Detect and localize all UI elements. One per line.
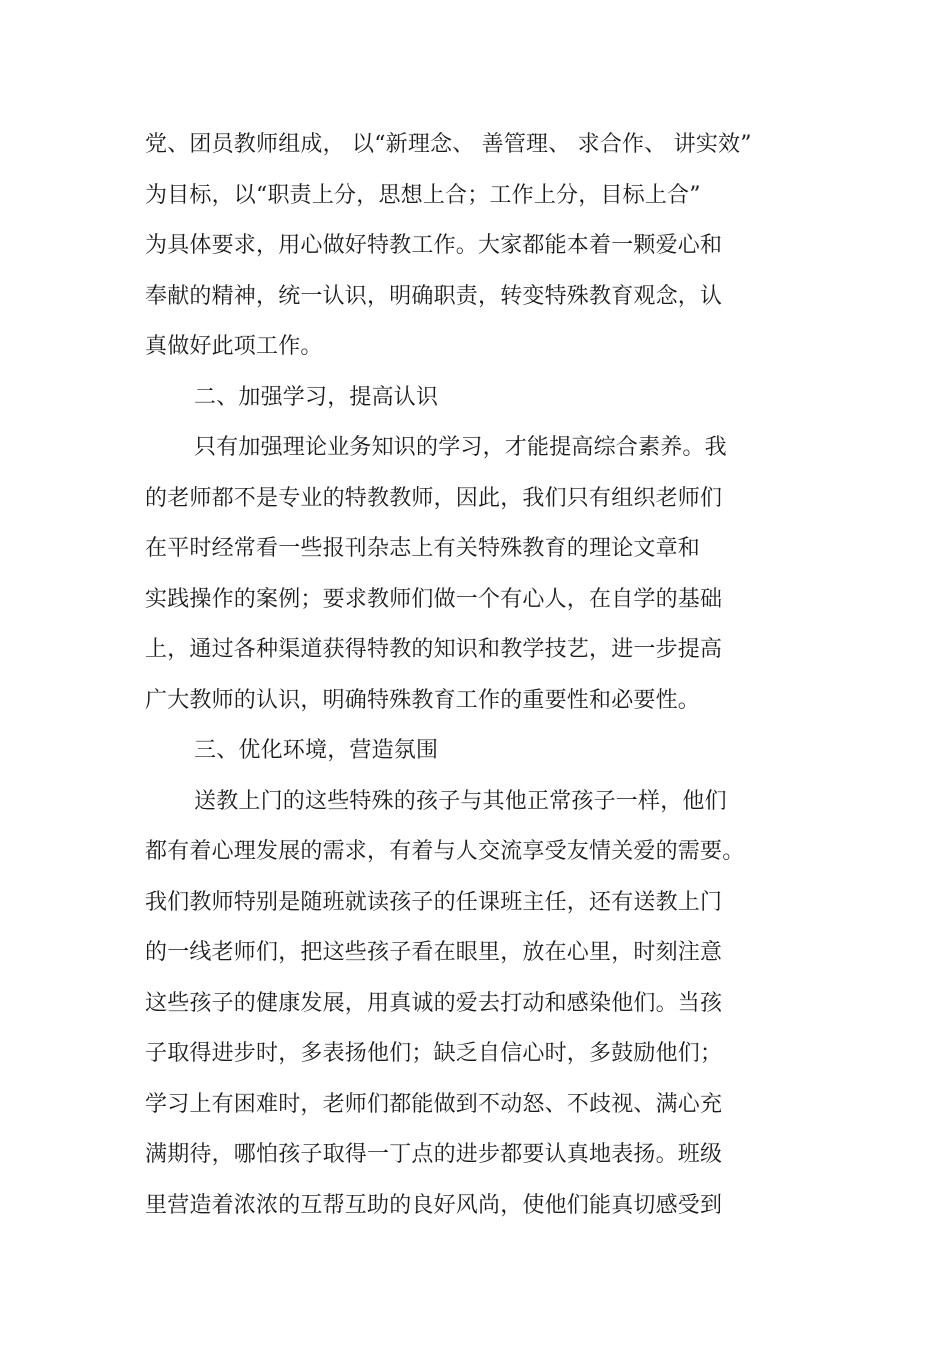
paragraph-start-line: 送教上门的这些特殊的孩子与其他正常孩子一样，他们 bbox=[194, 788, 727, 814]
text-line: 里营造着浓浓的互帮互助的良好风尚，使他们能真切感受到 bbox=[145, 1192, 723, 1218]
text-line: 为具体要求，用心做好特教工作。大家都能本着一颗爱心和 bbox=[145, 233, 723, 258]
text-line: 奉献的精神，统一认识，明确职责，转变特殊教育观念，认 bbox=[145, 283, 723, 309]
paragraph-start-line: 只有加强理论业务知识的学习，才能提高综合素养。我 bbox=[194, 435, 727, 460]
text-line: 实践操作的案例；要求教师们做一个有心人，在自学的基础 bbox=[145, 586, 723, 612]
text-line: 上，通过各种渠道获得特教的知识和教学技艺，进一步提高 bbox=[145, 637, 723, 662]
paragraph-start-line: 二、加强学习，提高认识 bbox=[194, 384, 439, 410]
text-line: 在平时经常看一些报刊杂志上有关特殊教育的理论文章和 bbox=[145, 536, 701, 561]
text-line: 学习上有困难时，老师们都能做到不动怒、不歧视、满心充 bbox=[145, 1091, 723, 1117]
text-line: 党、团员教师组成， 以“新理念、 善管理、 求合作、 讲实效” bbox=[145, 132, 752, 157]
text-line: 这些孩子的健康发展，用真诚的爱去打动和感染他们。当孩 bbox=[145, 990, 723, 1016]
text-line: 的老师都不是专业的特教教师，因此，我们只有组织老师们 bbox=[145, 485, 723, 511]
text-line: 我们教师特别是随班就读孩子的任课班主任，还有送教上门 bbox=[145, 889, 723, 915]
text-line: 的一线老师们，把这些孩子看在眼里，放在心里，时刻注意 bbox=[145, 940, 723, 965]
paragraph-start-line: 三、优化环境，营造氛围 bbox=[194, 738, 439, 763]
document-body bbox=[145, 120, 805, 1231]
text-line: 满期待，哪怕孩子取得一丁点的进步都要认真地表扬。班级 bbox=[145, 1142, 723, 1167]
text-line: 真做好此项工作。 bbox=[145, 334, 323, 359]
text-line: 为目标，以“职责上分，思想上合；工作上分，目标上合” bbox=[145, 182, 701, 208]
text-line: 广大教师的认识，明确特殊教育工作的重要性和必要性。 bbox=[145, 687, 701, 713]
text-line: 子取得进步时，多表扬他们；缺乏自信心时，多鼓励他们； bbox=[145, 1041, 723, 1066]
text-line: 都有着心理发展的需求，有着与人交流享受友情关爱的需要。 bbox=[145, 839, 745, 864]
